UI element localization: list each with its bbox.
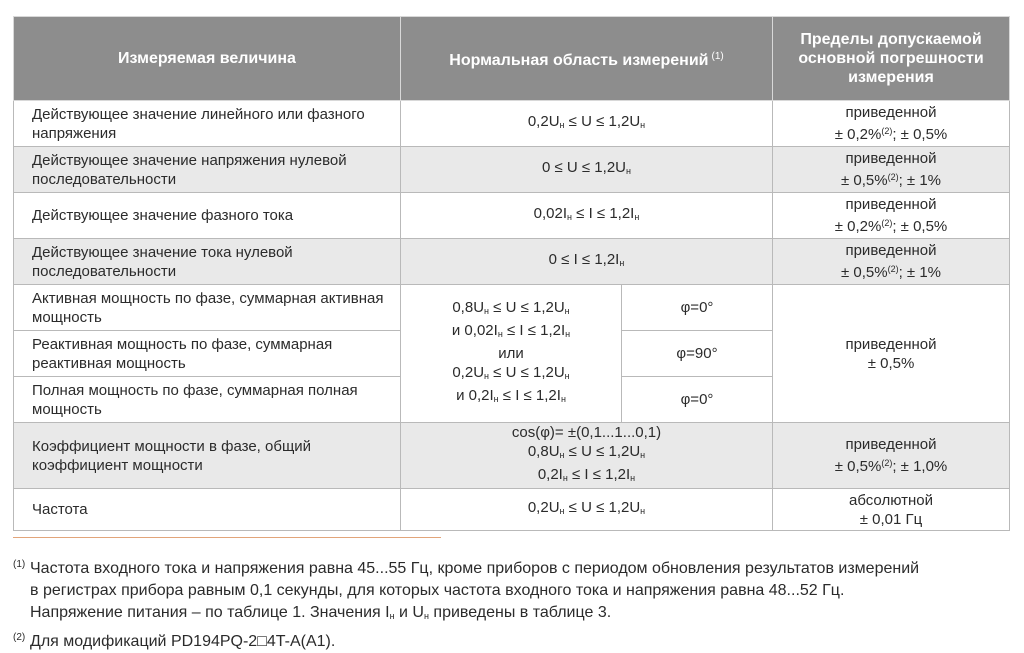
row-range: $0,02I_н \le I \le 1,2I_н$ bbox=[401, 193, 773, 239]
error-kind: приведенной bbox=[845, 436, 937, 453]
table-row bbox=[14, 101, 1010, 147]
header-normal-range-text: Нормальная область измерений bbox=[449, 52, 709, 69]
table-row bbox=[14, 193, 1010, 239]
specs-table bbox=[13, 16, 1010, 531]
error-value: ± 0,01 Гц bbox=[859, 510, 923, 528]
row-error bbox=[773, 285, 1010, 423]
error-kind: приведенной bbox=[845, 196, 937, 213]
footnote-2: (2) Для модификаций PD194PQ-2□4T-A(A1). bbox=[13, 632, 336, 650]
row-range: $0 \le I \le 1,2I_н$ bbox=[401, 239, 773, 285]
table-row bbox=[14, 239, 1010, 285]
power-range: $0,8U_н \le U \le 1,2U_н$ и $0,02I_н \le I \le 1,2I_н$ или $0,2U_н \le U \le 1,2U_н$ и $0,2I_н \le I \le 1,2I_н$ bbox=[401, 285, 622, 423]
row-name: Действующее значение линейного или фазного напряжения bbox=[14, 101, 401, 147]
table-row bbox=[14, 285, 1010, 331]
row-name: Полная мощность по фазе, суммарная полная мощность bbox=[14, 377, 401, 423]
row-range: cos(φ)= ±(0,1...1...0,1) $0,8U_н \le U \le 1,2U_н$ $0,2I_н \le I \le 1,2I_н$ bbox=[401, 423, 773, 489]
row-range: $0,2U_н \le U \le 1,2U_н$ bbox=[401, 101, 773, 147]
header-row bbox=[14, 17, 1010, 101]
row-name: Активная мощность по фазе, суммарная активная мощность bbox=[14, 285, 401, 331]
error-kind: приведенной bbox=[845, 150, 937, 167]
row-error: приведенной ± 0,2%$^{(2)}$; ± 0,5% bbox=[773, 193, 1010, 239]
error-kind: абсолютной bbox=[849, 491, 933, 509]
row-name: Действующее значение напряжения нулевой последовательности bbox=[14, 147, 401, 193]
phi-value: φ=0° bbox=[622, 285, 773, 331]
table-row bbox=[14, 423, 1010, 489]
row-name: Частота bbox=[14, 489, 401, 531]
error-kind: приведенной bbox=[845, 104, 937, 121]
row-error bbox=[773, 489, 1010, 531]
row-name: Действующее значение тока нулевой последовательности bbox=[14, 239, 401, 285]
row-name: Действующее значение фазного тока bbox=[14, 193, 401, 239]
row-error: приведенной ± 0,5%$^{(2)}$; ± 1% bbox=[773, 239, 1010, 285]
row-range: $0,2U_н \le U \le 1,2U_н$ bbox=[401, 489, 773, 531]
footnote-separator bbox=[13, 537, 441, 538]
error-kind: приведенной bbox=[845, 335, 937, 353]
footnote-1-line-3: Напряжение питания – по таблице 1. Значения $I_н$ и $U_н$ приведены в таблице 3. bbox=[30, 604, 612, 621]
row-range: $0 \le U \le 1,2U_н$ bbox=[401, 147, 773, 193]
row-error: приведенной ± 0,5%$^{(2)}$; ± 1% bbox=[773, 147, 1010, 193]
footnotes bbox=[13, 554, 1018, 653]
table-row bbox=[14, 147, 1010, 193]
phi-value: φ=0° bbox=[622, 377, 773, 423]
header-normal-range bbox=[401, 17, 773, 101]
error-value: ± 0,5% bbox=[867, 354, 915, 372]
row-error: приведенной ± 0,5%$^{(2)}$; ± 1,0% bbox=[773, 423, 1010, 489]
table-row bbox=[14, 489, 1010, 531]
header-error-limits: Пределы допускаемой основной погрешности измерения bbox=[773, 17, 1010, 101]
header-measured-quantity: Измеряемая величина bbox=[14, 17, 401, 101]
footnote-1-line-1: (1) Частота входного тока и напряжения равна 45...55 Гц, кроме приборов с периодом обновления результатов измерений bbox=[13, 559, 920, 577]
row-error: приведенной ± 0,2%$^{(2)}$; ± 0,5% bbox=[773, 101, 1010, 147]
footnote-1-line-2: в регистрах прибора равным 0,1 секунды, для которых частота входного тока и напряжения равна 48...52 Гц. bbox=[30, 582, 845, 599]
phi-value: φ=90° bbox=[622, 331, 773, 377]
row-name: Коэффициент мощности в фазе, общий коэффициент мощности bbox=[14, 423, 401, 489]
error-kind: приведенной bbox=[845, 242, 937, 259]
row-name: Реактивная мощность по фазе, суммарная реактивная мощность bbox=[14, 331, 401, 377]
header-footnote-ref: (1) bbox=[711, 51, 724, 62]
